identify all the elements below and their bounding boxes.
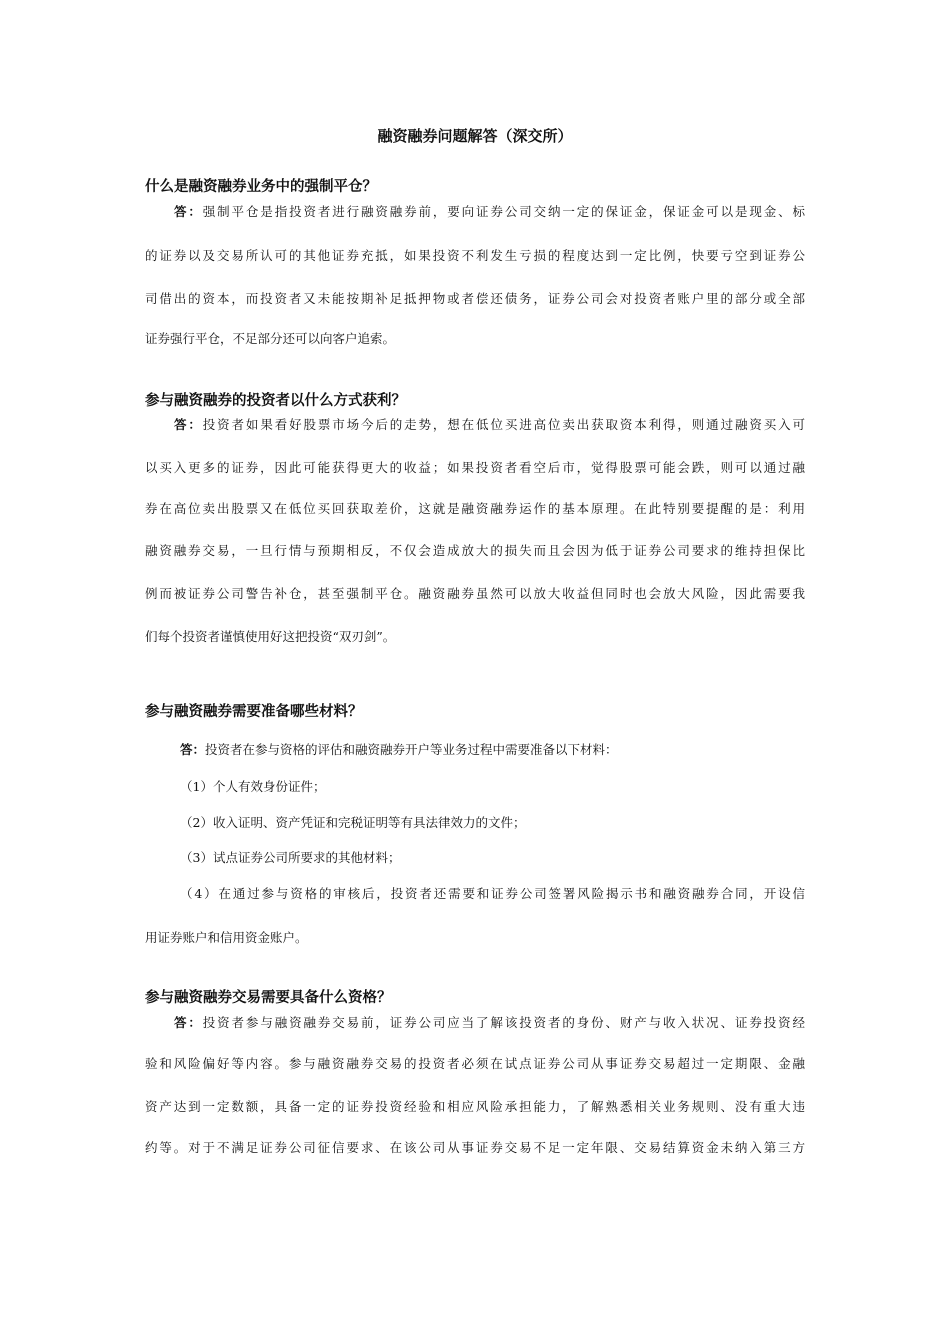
answer-line: 例而被证券公司警告补仓，甚至强制平仓。融资融券虽然可以放大收益但同时也会放大风险，因此需要我	[145, 586, 805, 601]
answer-line: 券在高位卖出股票又在低位买回获取差价，这就是融资融券运作的基本原理。在此特别要提醒的是：利用	[145, 501, 805, 516]
answer-line: 的证券以及交易所认可的其他证券充抵，如果投资不利发生亏损的程度达到一定比例，快要亏空到证券公	[145, 248, 805, 263]
answer-line: 资产达到一定数额，具备一定的证券投资经验和相应风险承担能力，了解熟悉相关业务规则、没有重大违	[145, 1099, 805, 1114]
document-title: 融资融券问题解答（深交所）	[377, 127, 573, 145]
answer-line: 答：投资者如果看好股票市场今后的走势，想在低位买进高位卖出获取资本利得，则通过融资买入可	[174, 417, 805, 432]
answer-label: 答：	[174, 1015, 203, 1030]
answer-line: 们每个投资者谨慎使用好这把投资“双刃剑”。	[145, 629, 396, 644]
answer-line: 证券强行平仓，不足部分还可以向客户追索。	[145, 331, 396, 346]
question-heading: 什么是融资融券业务中的强制平仓？	[145, 179, 377, 195]
list-item: （1）个人有效身份证件；	[180, 779, 326, 794]
answer-line: 司借出的资本，而投资者又未能按期补足抵押物或者偿还债务，证券公司会对投资者账户里的部分或全部	[145, 291, 805, 306]
answer-label: 答：	[180, 742, 206, 757]
question-heading: 参与融资融券的投资者以什么方式获利？	[145, 393, 406, 409]
question-heading: 参与融资融券需要准备哪些材料？	[145, 704, 363, 720]
list-item: （3）试点证券公司所要求的其他材料；	[180, 850, 401, 865]
answer-line: 验和风险偏好等内容。参与融资融券交易的投资者必须在试点证券公司从事证券交易超过一定期限、金融	[145, 1056, 805, 1071]
answer-label: 答：	[174, 417, 203, 432]
answer-line: 以买入更多的证券，因此可能获得更大的收益；如果投资者看空后市，觉得股票可能会跌，则可以通过融	[145, 460, 805, 475]
answer-line: 答：投资者在参与资格的评估和融资融券开户等业务过程中需要准备以下材料：	[180, 742, 618, 757]
question-heading: 参与融资融券交易需要具备什么资格？	[145, 990, 392, 1006]
list-item: （2）收入证明、资产凭证和完税证明等有具法律效力的文件；	[180, 815, 526, 830]
answer-line: 用证券账户和信用资金账户。	[145, 930, 308, 945]
answer-line: 融资融券交易，一旦行情与预期相反，不仅会造成放大的损失而且会因为低于证券公司要求的维持担保比	[145, 543, 805, 558]
answer-line: 约等。对于不满足证券公司征信要求、在该公司从事证券交易不足一定年限、交易结算资金未纳入第三方	[145, 1140, 805, 1155]
list-item: （4）在通过参与资格的审核后，投资者还需要和证券公司签署风险揭示书和融资融券合同，开设信	[180, 886, 805, 901]
answer-label: 答：	[174, 204, 203, 219]
answer-line: 答：投资者参与融资融券交易前，证券公司应当了解该投资者的身份、财产与收入状况、证券投资经	[174, 1015, 805, 1030]
answer-line: 答：强制平仓是指投资者进行融资融券前，要向证券公司交纳一定的保证金，保证金可以是现金、标	[174, 204, 805, 219]
